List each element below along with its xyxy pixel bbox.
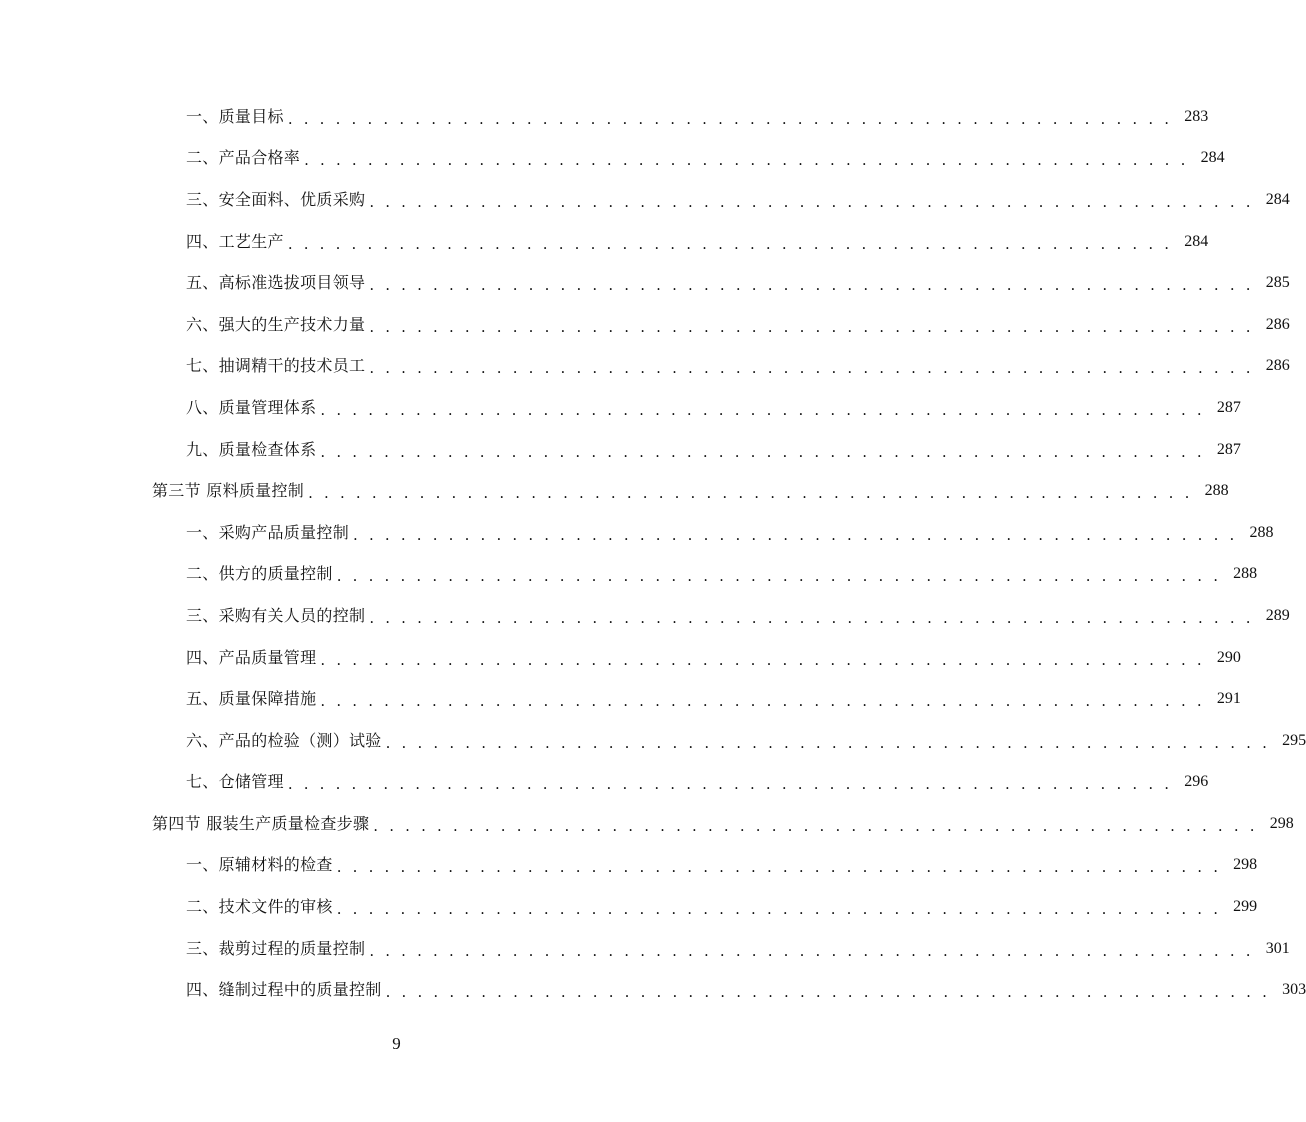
toc-entry[interactable] <box>0 387 1241 429</box>
toc-entry-title: 五、高标准选拔项目领导 <box>186 273 366 293</box>
toc-entry[interactable] <box>0 762 1209 804</box>
toc-entry-title: 六、强大的生产技术力量 <box>186 314 366 334</box>
toc-entry-page: 286 <box>1265 315 1290 333</box>
toc-entry-page: 285 <box>1265 274 1290 292</box>
toc-leader-dots: . . . . . . . . . . . . . . . . . . . . . . . . . . . . . . . . . . . . . . . . . . . . . . . . . . . . . . . . <box>369 941 1254 960</box>
toc-entry-page: 284 <box>1265 190 1290 208</box>
toc-entry-page: 289 <box>1265 606 1290 624</box>
toc-leader-dots: . . . . . . . . . . . . . . . . . . . . . . . . . . . . . . . . . . . . . . . . . . . . . . . . . . . . . . . . <box>373 816 1258 835</box>
toc-entry-page: 287 <box>1216 440 1241 458</box>
toc-entry-title: 二、供方的质量控制 <box>186 564 333 584</box>
toc-entry[interactable] <box>0 969 1306 1011</box>
toc-entry-page: 298 <box>1233 856 1258 874</box>
toc-entry[interactable] <box>0 595 1290 637</box>
toc-entry[interactable] <box>0 138 1225 180</box>
toc-entry[interactable] <box>0 554 1258 596</box>
toc-entry-title: 第四节 服装生产质量检查步骤 <box>152 813 370 833</box>
toc-entry-title: 四、工艺生产 <box>186 231 284 251</box>
toc-leader-dots: . . . . . . . . . . . . . . . . . . . . . . . . . . . . . . . . . . . . . . . . . . . . . . . . . . . . . . . . <box>369 192 1254 211</box>
toc-entry-page: 287 <box>1216 398 1241 416</box>
toc-entry-page: 291 <box>1216 690 1241 708</box>
toc-entry[interactable] <box>0 637 1241 679</box>
toc-leader-dots: . . . . . . . . . . . . . . . . . . . . . . . . . . . . . . . . . . . . . . . . . . . . . . . . . . . . . . . . <box>336 858 1222 877</box>
toc-entry[interactable] <box>0 429 1241 471</box>
toc-leader-dots: . . . . . . . . . . . . . . . . . . . . . . . . . . . . . . . . . . . . . . . . . . . . . . . . . . . . . . . . <box>320 650 1205 669</box>
toc-entry-page: 288 <box>1204 482 1229 500</box>
toc-entry-title: 七、仓储管理 <box>186 772 284 792</box>
toc-entry[interactable] <box>0 179 1290 221</box>
toc-leader-dots: . . . . . . . . . . . . . . . . . . . . . . . . . . . . . . . . . . . . . . . . . . . . . . . . . . . . . . . . <box>320 442 1205 461</box>
toc-entry-page: 288 <box>1233 565 1258 583</box>
toc-entry-page: 299 <box>1233 898 1258 916</box>
toc-leader-dots: . . . . . . . . . . . . . . . . . . . . . . . . . . . . . . . . . . . . . . . . . . . . . . . . . . . . . . . . <box>308 484 1193 503</box>
toc-section-entry[interactable] <box>0 803 1294 845</box>
toc-entry[interactable] <box>0 720 1306 762</box>
toc-entry-title: 七、抽调精干的技术员工 <box>186 356 366 376</box>
toc-entry[interactable] <box>0 886 1258 928</box>
toc-leader-dots: . . . . . . . . . . . . . . . . . . . . . . . . . . . . . . . . . . . . . . . . . . . . . . . . . . . . . . . . <box>287 234 1173 253</box>
toc-entry-page: 283 <box>1184 107 1209 125</box>
toc-entry-title: 二、技术文件的审核 <box>186 897 333 917</box>
table-of-contents <box>0 96 1306 1011</box>
toc-leader-dots: . . . . . . . . . . . . . . . . . . . . . . . . . . . . . . . . . . . . . . . . . . . . . . . . . . . . . . . . <box>369 359 1254 378</box>
toc-entry[interactable] <box>0 512 1274 554</box>
toc-entry-page: 301 <box>1265 939 1290 957</box>
toc-entry[interactable] <box>0 304 1290 346</box>
toc-entry-title: 三、安全面料、优质采购 <box>186 189 366 209</box>
toc-entry-page: 290 <box>1216 648 1241 666</box>
toc-entry-title: 第三节 原料质量控制 <box>152 481 305 501</box>
toc-leader-dots: . . . . . . . . . . . . . . . . . . . . . . . . . . . . . . . . . . . . . . . . . . . . . . . . . . . . . . . . <box>304 151 1189 170</box>
toc-leader-dots: . . . . . . . . . . . . . . . . . . . . . . . . . . . . . . . . . . . . . . . . . . . . . . . . . . . . . . . . <box>320 400 1205 419</box>
toc-leader-dots: . . . . . . . . . . . . . . . . . . . . . . . . . . . . . . . . . . . . . . . . . . . . . . . . . . . . . . . . <box>385 733 1271 752</box>
toc-entry[interactable] <box>0 346 1290 388</box>
toc-entry[interactable] <box>0 845 1258 887</box>
toc-entry[interactable] <box>0 221 1209 263</box>
toc-entry-title: 四、产品质量管理 <box>186 647 317 667</box>
toc-leader-dots: . . . . . . . . . . . . . . . . . . . . . . . . . . . . . . . . . . . . . . . . . . . . . . . . . . . . . . . . <box>353 525 1238 544</box>
toc-leader-dots: . . . . . . . . . . . . . . . . . . . . . . . . . . . . . . . . . . . . . . . . . . . . . . . . . . . . . . . . <box>369 317 1254 336</box>
toc-entry-page: 284 <box>1200 149 1225 167</box>
toc-leader-dots: . . . . . . . . . . . . . . . . . . . . . . . . . . . . . . . . . . . . . . . . . . . . . . . . . . . . . . . . <box>369 276 1254 295</box>
page-number: 9 <box>392 1034 401 1053</box>
toc-leader-dots: . . . . . . . . . . . . . . . . . . . . . . . . . . . . . . . . . . . . . . . . . . . . . . . . . . . . . . . . <box>369 608 1254 627</box>
toc-entry-page: 295 <box>1282 731 1306 749</box>
toc-leader-dots: . . . . . . . . . . . . . . . . . . . . . . . . . . . . . . . . . . . . . . . . . . . . . . . . . . . . . . . . <box>287 109 1173 128</box>
toc-leader-dots: . . . . . . . . . . . . . . . . . . . . . . . . . . . . . . . . . . . . . . . . . . . . . . . . . . . . . . . . <box>336 900 1222 919</box>
toc-entry-page: 303 <box>1282 981 1306 999</box>
toc-entry-title: 一、原辅材料的检查 <box>186 855 333 875</box>
toc-entry-title: 四、缝制过程中的质量控制 <box>186 980 382 1000</box>
toc-entry-title: 八、质量管理体系 <box>186 397 317 417</box>
toc-leader-dots: . . . . . . . . . . . . . . . . . . . . . . . . . . . . . . . . . . . . . . . . . . . . . . . . . . . . . . . . <box>385 983 1271 1002</box>
toc-entry-title: 三、裁剪过程的质量控制 <box>186 938 366 958</box>
toc-leader-dots: . . . . . . . . . . . . . . . . . . . . . . . . . . . . . . . . . . . . . . . . . . . . . . . . . . . . . . . . <box>287 775 1173 794</box>
toc-entry-page: 298 <box>1269 814 1294 832</box>
toc-leader-dots: . . . . . . . . . . . . . . . . . . . . . . . . . . . . . . . . . . . . . . . . . . . . . . . . . . . . . . . . <box>320 692 1205 711</box>
toc-entry-title: 一、采购产品质量控制 <box>186 522 350 542</box>
toc-entry-title: 二、产品合格率 <box>186 148 301 168</box>
toc-entry[interactable] <box>0 678 1241 720</box>
toc-entry-title: 九、质量检查体系 <box>186 439 317 459</box>
toc-entry[interactable] <box>0 96 1209 138</box>
toc-entry-title: 一、质量目标 <box>186 106 284 126</box>
toc-leader-dots: . . . . . . . . . . . . . . . . . . . . . . . . . . . . . . . . . . . . . . . . . . . . . . . . . . . . . . . . <box>336 567 1222 586</box>
toc-section-entry[interactable] <box>0 470 1229 512</box>
toc-entry-page: 284 <box>1184 232 1209 250</box>
toc-entry-page: 286 <box>1265 357 1290 375</box>
toc-entry-title: 五、质量保障措施 <box>186 689 317 709</box>
toc-entry-page: 296 <box>1184 773 1209 791</box>
toc-entry-title: 六、产品的检验（测）试验 <box>186 730 382 750</box>
toc-entry[interactable] <box>0 928 1290 970</box>
toc-entry-title: 三、采购有关人员的控制 <box>186 605 366 625</box>
toc-entry-page: 288 <box>1249 523 1274 541</box>
toc-entry[interactable] <box>0 262 1290 304</box>
